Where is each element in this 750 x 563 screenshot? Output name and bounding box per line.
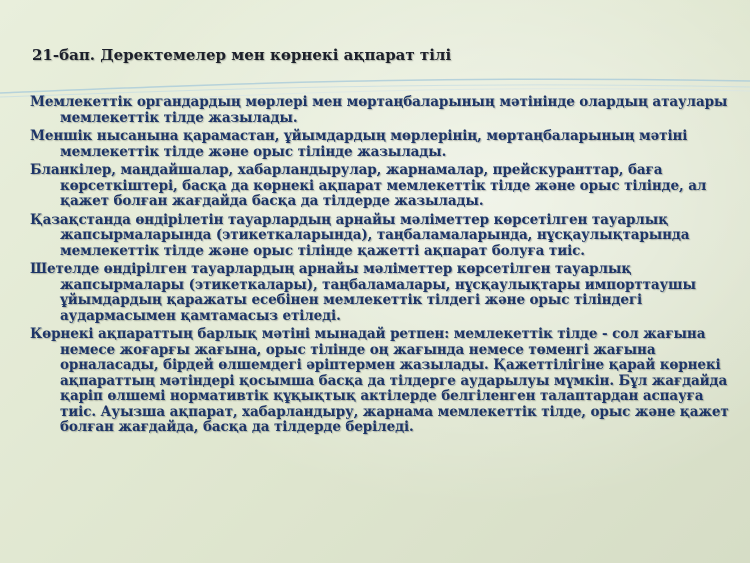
paragraph-text: Меншік нысанына қарамастан, ұйымдардың мөрлерінің, мөртаңбаларының мәтіні мемлекеттік тілде және орыс тілінде жазылады. xyxy=(30,128,688,160)
paragraph xyxy=(30,262,730,324)
paragraph xyxy=(30,327,730,436)
slide-body xyxy=(30,95,730,439)
paragraph-text: Көрнекі ақпараттың барлық мәтіні мынадай ретпен: мемлекеттік тілде - сол жағына немесе жоғарғы жағына, орыс тілінде оң жағында немесе төменгі жағына орналасады, бірдей өлшемдегі әріптермен жазылады. Қажеттілігіне қарай көрнекі ақпараттың мәтіндері қосымша басқа да тілдерге аударылуы мүмкін. Бұл жағдайда қаріп өлшемі нормативтік құқықтық актілерде белгіленген талаптардан аспауға тиіс. Ауызша ақпарат, хабарландыру, жарнама мемлекеттік тілде, орыс және қажет болған жағдайда, басқа да тілдерде беріледі. xyxy=(30,326,729,435)
slide-title: 21-бап. Деректемелер мен көрнекі ақпарат тілі xyxy=(32,46,452,64)
paragraph-text: Шетелде өндірілген тауарлардың арнайы мәліметтер көрсетілген тауарлық жапсырмалары (этикеткалары), таңбаламалары, нұсқаулықтары импорттаушы ұйымдардың қаражаты есебінен мемлекеттік тілдегі және орыс тіліндегі аудармасымен қамтамасыз етіледі. xyxy=(30,261,696,324)
paragraph xyxy=(30,95,730,126)
paragraph xyxy=(30,163,730,210)
paragraph-text: Мемлекеттік органдардың мөрлері мен мөртаңбаларының мәтінінде олардың атаулары мемлекеттік тілде жазылады. xyxy=(30,94,728,126)
paragraph xyxy=(30,213,730,260)
paragraph-text: Бланкілер, маңдайшалар, хабарландырулар, жарнамалар, прейскуранттар, баға көрсеткіштері, басқа да көрнекі ақпарат мемлекеттік тілде және орыс тілінде, ал қажет болған жағдайда басқа да тілдерде жазылады. xyxy=(30,162,707,209)
paragraph xyxy=(30,129,730,160)
paragraph-text: Қазақстанда өндірілетін тауарлардың арнайы мәліметтер көрсетілген тауарлық жапсырмаларында (этикеткаларында), таңбаламаларында, нұсқаулықтарында мемлекеттік тілде және орыс тілінде қажетті ақпарат болуға тиіс. xyxy=(30,211,690,259)
